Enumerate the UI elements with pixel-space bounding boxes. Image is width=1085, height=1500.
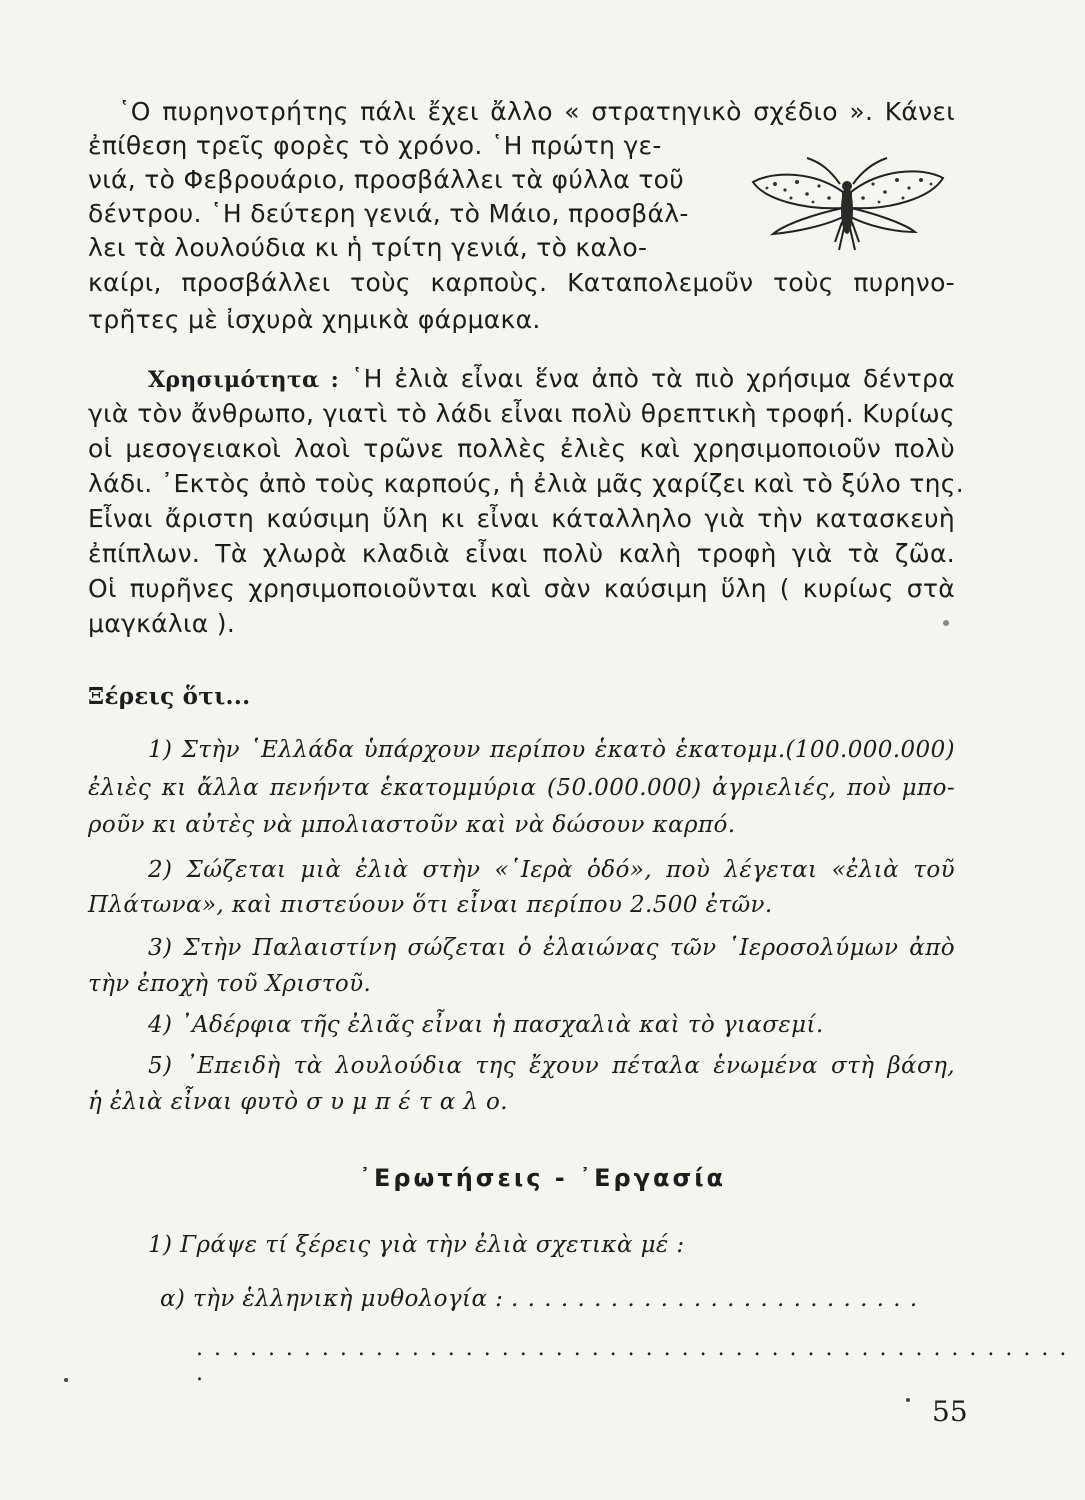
- fact-line: 4) ᾿Αδέρφια τῆς ἐλιᾶς εἶναι ἡ πασχαλιὰ καὶ τὸ γιασεμί.: [148, 1012, 824, 1038]
- usefulness-line: γιὰ τὸν ἄνθρωπο, γιατὶ τὸ λάδι εἶναι πολὺ θρεπτικὴ τροφή. Κυρίως: [88, 399, 955, 428]
- paragraph1-line2: ἐπίθεση τρεῖς φορὲς τὸ χρόνο. ῾Η πρώτη γε-: [88, 131, 662, 160]
- scan-speck: [906, 1398, 910, 1402]
- answer-dots[interactable]: . . . . . . . . . . . . . . . . . . . . . . . . .: [511, 1286, 919, 1312]
- answer-blank-line[interactable]: . . . . . . . . . . . . . . . . . . . . . . . . . . . . . . . . . . . . . . . . . . . . . . . . . .: [196, 1336, 1069, 1386]
- usefulness-first-text: ῾Η ἐλιὰ εἶναι ἕνα ἀπὸ τὰ πιὸ χρήσιμα δέντρα: [350, 364, 955, 393]
- fact-line: 1) Στὴν ῾Ελλάδα ὑπάρχουν περίπου ἑκατὸ ἑκατομμ.(100.000.000): [148, 737, 955, 763]
- usefulness-first-line: [148, 362, 955, 397]
- fact-line: 2) Σώζεται μιὰ ἐλιὰ στὴν «῾Ιερὰ ὁδό», ποὺ λέγεται «ἐλιὰ τοῦ: [148, 857, 955, 883]
- fact-line: Πλάτωνα», καὶ πιστεύουν ὅτι εἶναι περίπου 2.500 ἐτῶν.: [88, 892, 773, 918]
- question-1a-label: α) τὴν ἑλληνικὴ μυθολογία :: [160, 1286, 504, 1312]
- usefulness-label: Χρησιμότητα :: [148, 367, 340, 393]
- paragraph1-line1: ῾Ο πυρηνοτρήτης πάλι ἔχει ἄλλο « στρατηγικὸ σχέδιο ». Κάνει: [118, 97, 955, 126]
- paragraph1-line3: νιά, τὸ Φεβρουάριο, προσβάλλει τὰ φύλλα τοῦ: [88, 165, 685, 194]
- page-number: 55: [932, 1395, 968, 1428]
- fact-line: ροῦν κι αὐτὲς νὰ μπολιαστοῦν καὶ νὰ δώσουν καρπό.: [88, 812, 736, 838]
- fact-line: ἐλιὲς κι ἄλλα πενήντα ἑκατομμύρια (50.000.000) ἀγριελιές, ποὺ μπο-: [88, 775, 955, 801]
- question-1a: [160, 1282, 918, 1316]
- paragraph1-line6: καίρι, προσβάλλει τοὺς καρποὺς. Καταπολεμοῦν τοὺς πυρηνο-: [88, 268, 955, 297]
- scan-speck: [64, 1378, 68, 1382]
- usefulness-line: Εἶναι ἄριστη καύσιμη ὕλη κι εἶναι κάταλληλο γιὰ τὴν κατασκευὴ: [88, 504, 955, 533]
- usefulness-line: μαγκάλια ).: [88, 609, 236, 638]
- moth-icon: [745, 152, 950, 257]
- questions-title: ᾿Ερωτήσεις - ᾿Εργασία: [358, 1164, 727, 1192]
- did-you-know-heading: Ξέρεις ὅτι...: [88, 683, 251, 710]
- fact-line: 5) ᾿Επειδὴ τὰ λουλούδια της ἔχουν πέταλα ἑνωμένα στὴ βάση,: [148, 1053, 955, 1079]
- fact-line: 3) Στὴν Παλαιστίνη σώζεται ὁ ἐλαιώνας τῶν ῾Ιεροσολύμων ἀπὸ: [148, 935, 955, 961]
- paragraph1-line7: τρῆτες μὲ ἰσχυρὰ χημικὰ φάρμακα.: [88, 305, 541, 334]
- fact-line: τὴν ἐποχὴ τοῦ Χριστοῦ.: [88, 971, 372, 997]
- usefulness-line: Οἱ πυρῆνες χρησιμοποιοῦνται καὶ σὰν καύσιμη ὕλη ( κυρίως στὰ: [88, 574, 955, 603]
- fact-line: ἡ ἐλιὰ εἶναι φυτὸ σ υ μ π έ τ α λ ο.: [88, 1089, 509, 1115]
- paragraph1-line4: δέντρου. ῾Η δεύτερη γενιά, τὸ Μάιο, προσβάλ-: [88, 199, 689, 228]
- paragraph1-line5: λει τὰ λουλούδια κι ἡ τρίτη γενιά, τὸ καλο-: [88, 233, 648, 262]
- question-1: 1) Γράψε τί ξέρεις γιὰ τὴν ἐλιὰ σχετικὰ μέ :: [148, 1232, 685, 1258]
- usefulness-line: οἱ μεσογειακοὶ λαοὶ τρῶνε πολλὲς ἐλιὲς καὶ χρησιμοποιοῦν πολὺ: [88, 434, 955, 463]
- usefulness-line: ἐπίπλων. Τὰ χλωρὰ κλαδιὰ εἶναι πολὺ καλὴ τροφὴ γιὰ τὰ ζῶα.: [88, 539, 955, 568]
- scan-speck: [943, 620, 949, 626]
- usefulness-line: λάδι. ᾿Εκτὸς ἀπὸ τοὺς καρπούς, ἡ ἐλιὰ μᾶς χαρίζει καὶ τὸ ξύλο της.: [88, 469, 965, 498]
